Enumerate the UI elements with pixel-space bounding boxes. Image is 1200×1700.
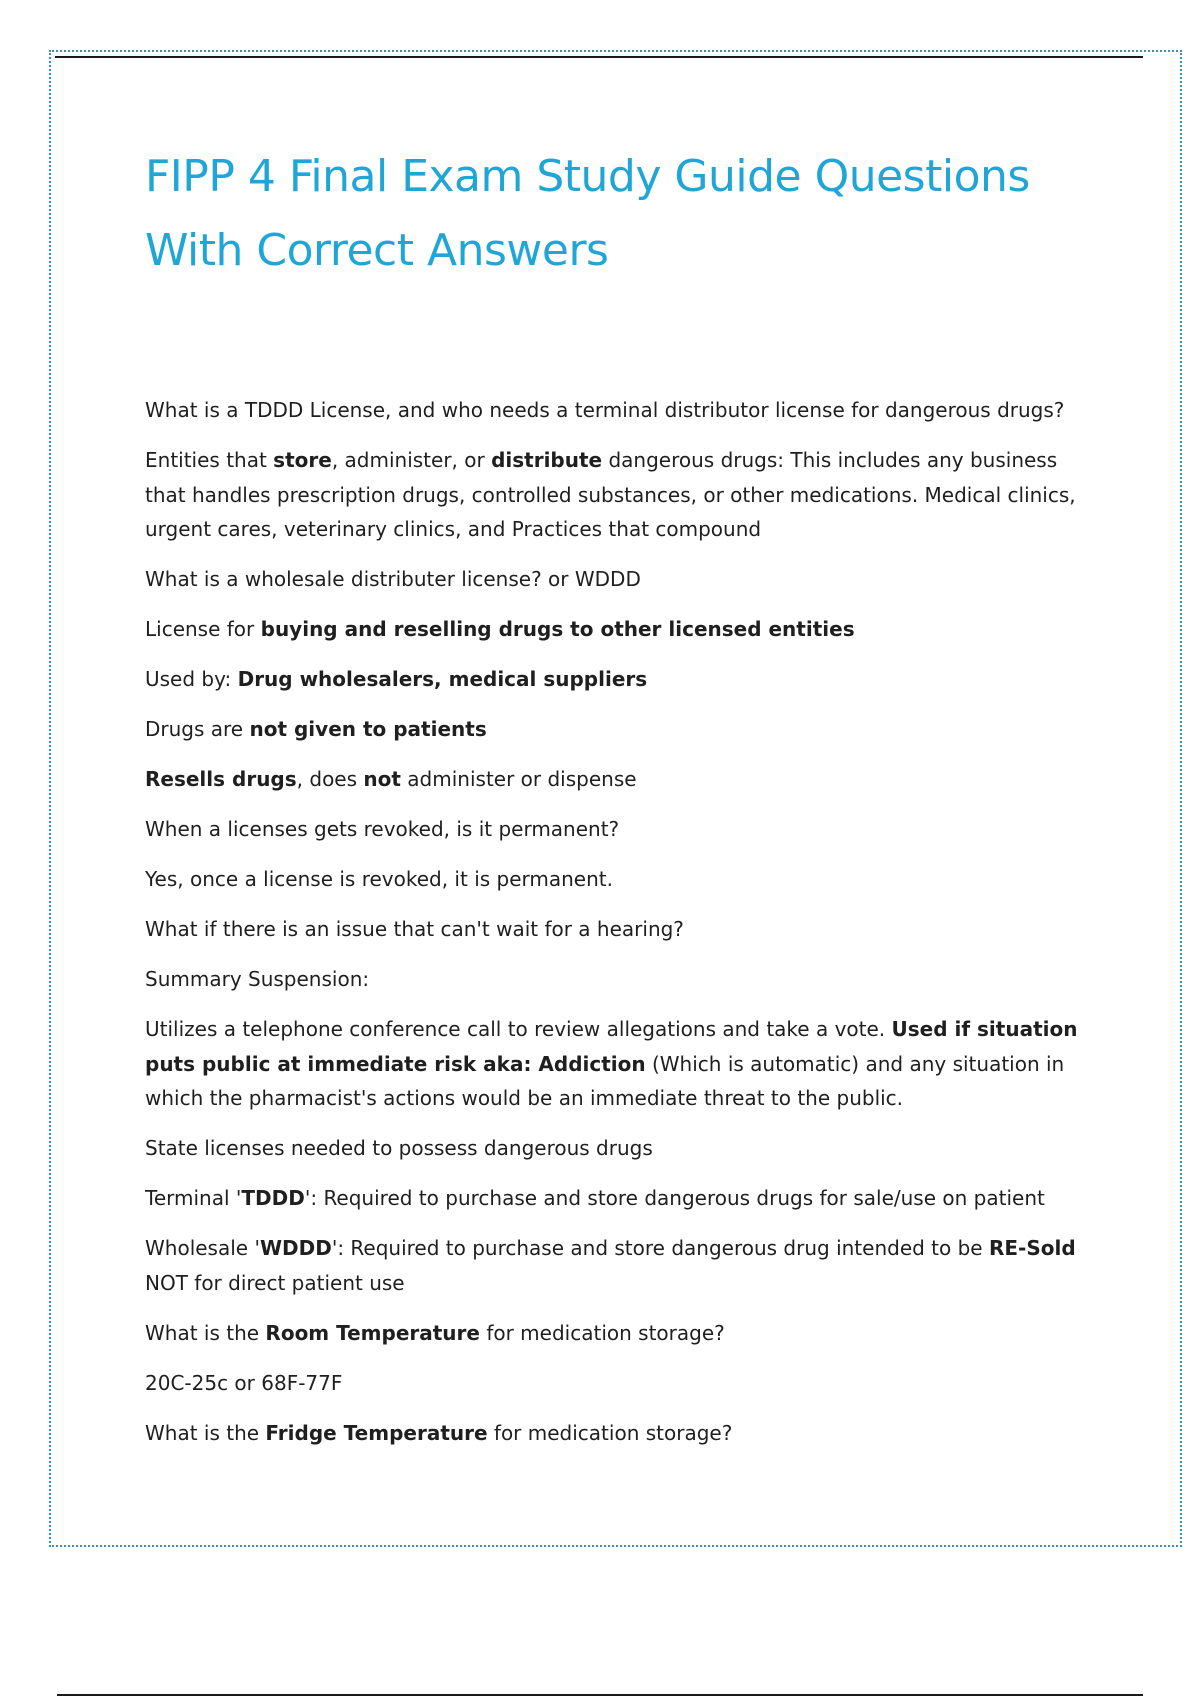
bold-text: WDDD <box>259 1236 332 1260</box>
paragraph <box>145 812 1085 847</box>
text-run: administer or dispense <box>400 767 637 791</box>
paragraph <box>145 562 1085 597</box>
text-run: ': Required to purchase and store dangerous drugs for sale/use on patient <box>304 1186 1045 1210</box>
text-run: Yes, once a license is revoked, it is permanent. <box>145 867 613 891</box>
footer-rule <box>57 1694 1143 1696</box>
text-run: , does <box>296 767 364 791</box>
bold-text: distribute <box>491 448 603 472</box>
bold-text: Used if situation puts public at immediate risk aka: Addiction <box>145 1017 1078 1076</box>
paragraph <box>145 1131 1085 1166</box>
text-run: Utilizes a telephone conference call to review allegations and take a vote. <box>145 1017 892 1041</box>
header-rule <box>55 56 1143 58</box>
text-run: for medication storage? <box>479 1320 725 1345</box>
paragraph <box>145 762 1085 797</box>
paragraph <box>145 1012 1085 1116</box>
title-line: With Correct Answers <box>145 225 609 276</box>
text-run: dangerous drugs: This includes any business that handles prescription drugs, controlled substances, or other medications. Medical clinics, urgent cares, veterinary clinics, and Practices that compound <box>145 448 1076 541</box>
text-run: Terminal ' <box>145 1186 242 1210</box>
paragraph <box>145 1316 1085 1351</box>
paragraph <box>145 612 1085 647</box>
paragraph <box>145 1416 1085 1451</box>
paragraph <box>145 393 1085 428</box>
bold-text: Drug wholesalers, medical suppliers <box>237 667 648 691</box>
text-run: Drugs are <box>145 717 250 741</box>
text-run: Summary Suspension: <box>145 967 370 991</box>
bold-text: Room Temperature <box>265 1320 480 1345</box>
paragraph <box>145 662 1085 697</box>
text-run: What is a wholesale distributer license? or WDDD <box>145 567 641 591</box>
paragraph <box>145 1181 1085 1216</box>
text-run: Wholesale ' <box>145 1236 260 1260</box>
text-run: What is a TDDD License, and who needs a terminal distributor license for dangerous drugs? <box>145 398 1065 422</box>
text-run: NOT for direct patient use <box>145 1270 405 1295</box>
bold-text: store <box>273 448 332 472</box>
text-run: , administer, or <box>331 448 492 472</box>
text-run: License for <box>145 617 261 641</box>
text-run: What if there is an issue that can't wait for a hearing? <box>145 917 684 941</box>
text-run: State licenses needed to possess dangerous drugs <box>145 1136 653 1160</box>
paragraph <box>145 712 1085 747</box>
document-title <box>145 140 1105 288</box>
text-run: What is the <box>145 1420 266 1445</box>
bold-text: not <box>363 767 401 791</box>
bold-text: RE-Sold <box>988 1236 1076 1260</box>
paragraph <box>145 912 1085 947</box>
text-run: When a licenses gets revoked, is it permanent? <box>145 817 620 841</box>
bold-text: Fridge Temperature <box>265 1420 488 1445</box>
text-run: for medication storage? <box>487 1420 733 1445</box>
text-run: Used by: <box>145 667 238 691</box>
paragraph <box>145 1366 1085 1401</box>
paragraph <box>145 962 1085 997</box>
text-run: ': Required to purchase and store dangerous drug intended to be <box>331 1236 989 1260</box>
paragraph <box>145 862 1085 897</box>
bold-text: TDDD <box>241 1186 305 1210</box>
text-run: Entities that <box>145 448 274 472</box>
paragraph <box>145 443 1085 547</box>
text-run: What is the <box>145 1320 266 1345</box>
text-run: 20C-25c or 68F-77F <box>145 1370 343 1395</box>
bold-text: Resells drugs <box>145 767 297 791</box>
document-body <box>145 393 1085 1466</box>
bold-text: not given to patients <box>249 717 487 741</box>
title-line: FIPP 4 Final Exam Study Guide Questions <box>145 151 1030 202</box>
paragraph <box>145 1231 1085 1300</box>
bold-text: buying and reselling drugs to other licensed entities <box>260 617 855 641</box>
text-run: (Which is automatic) and any situation in which the pharmacist's actions would be an immediate threat to the public. <box>145 1051 1065 1110</box>
